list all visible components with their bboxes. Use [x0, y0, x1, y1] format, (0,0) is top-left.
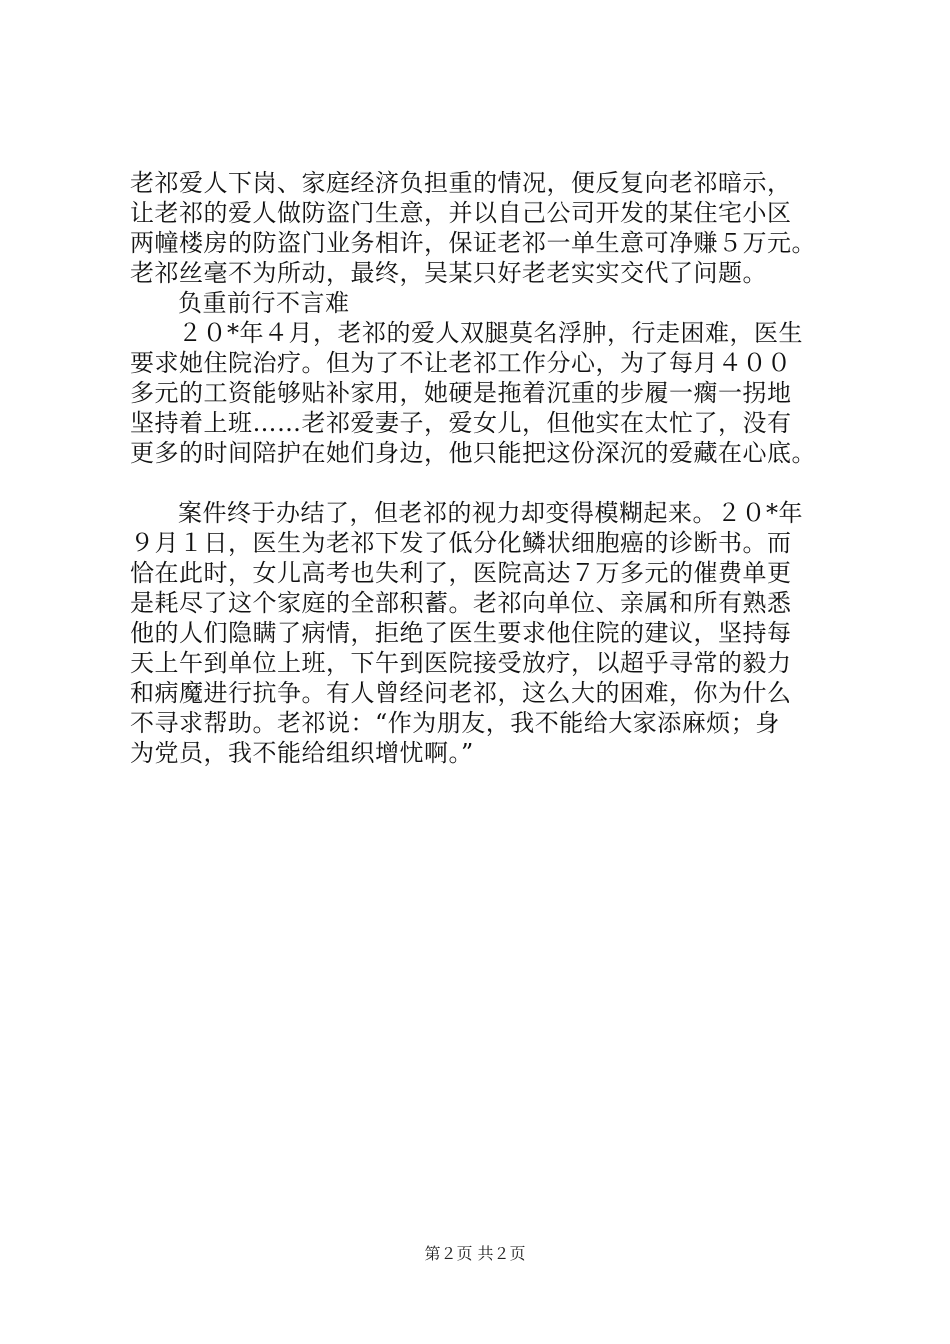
text-line: 要求她住院治疗。但为了不让老祁工作分心，为了每月４００ [130, 349, 792, 377]
paragraph-1 [130, 168, 850, 288]
page-footer [0, 1244, 950, 1264]
text-line: 两幢楼房的防盗门业务相许，保证老祁一单生意可净赚５万元。 [130, 229, 816, 257]
text-line: 他的人们隐瞒了病情，拒绝了医生要求他住院的建议，坚持每 [130, 619, 792, 647]
page-number-label: 第２页 共２页 [424, 1244, 526, 1263]
text-line: 是耗尽了这个家庭的全部积蓄。老祁向单位、亲属和所有熟悉 [130, 589, 792, 617]
text-line: ９月１日，医生为老祁下发了低分化鳞状细胞癌的诊断书。而 [130, 529, 792, 557]
paragraph-spacer [130, 468, 850, 498]
text-line: 多元的工资能够贴补家用，她硬是拖着沉重的步履一瘸一拐地 [130, 379, 792, 407]
text-line: 不寻求帮助。老祁说：“作为朋友，我不能给大家添麻烦；身 [130, 709, 780, 737]
text-line: ２０*年４月，老祁的爱人双腿莫名浮肿，行走困难，医生 [178, 319, 803, 347]
text-line: 让老祁的爱人做防盗门生意，并以自己公司开发的某住宅小区 [130, 199, 792, 227]
document-body [130, 168, 850, 768]
text-line: 天上午到单位上班，下午到医院接受放疗，以超乎寻常的毅力 [130, 649, 792, 677]
text-line: 老祁爱人下岗、家庭经济负担重的情况，便反复向老祁暗示， [130, 169, 792, 197]
paragraph-3 [130, 498, 850, 768]
text-line: 坚持着上班……老祁爱妻子，爱女儿，但他实在太忙了，没有 [130, 409, 792, 437]
text-line: 更多的时间陪护在她们身边，他只能把这份深沉的爱藏在心底。 [130, 439, 816, 467]
text-line: 恰在此时，女儿高考也失利了，医院高达７万多元的催费单更 [130, 559, 792, 587]
text-line: 案件终于办结了，但老祁的视力却变得模糊起来。２０*年 [178, 499, 803, 527]
text-line: 和病魔进行抗争。有人曾经问老祁，这么大的困难，你为什么 [130, 679, 792, 707]
text-line: 老祁丝毫不为所动，最终，吴某只好老老实实交代了问题。 [130, 259, 767, 287]
section-heading: 负重前行不言难 [178, 289, 350, 317]
paragraph-2 [130, 318, 850, 468]
text-line: 为党员，我不能给组织增忧啊。” [130, 739, 474, 767]
